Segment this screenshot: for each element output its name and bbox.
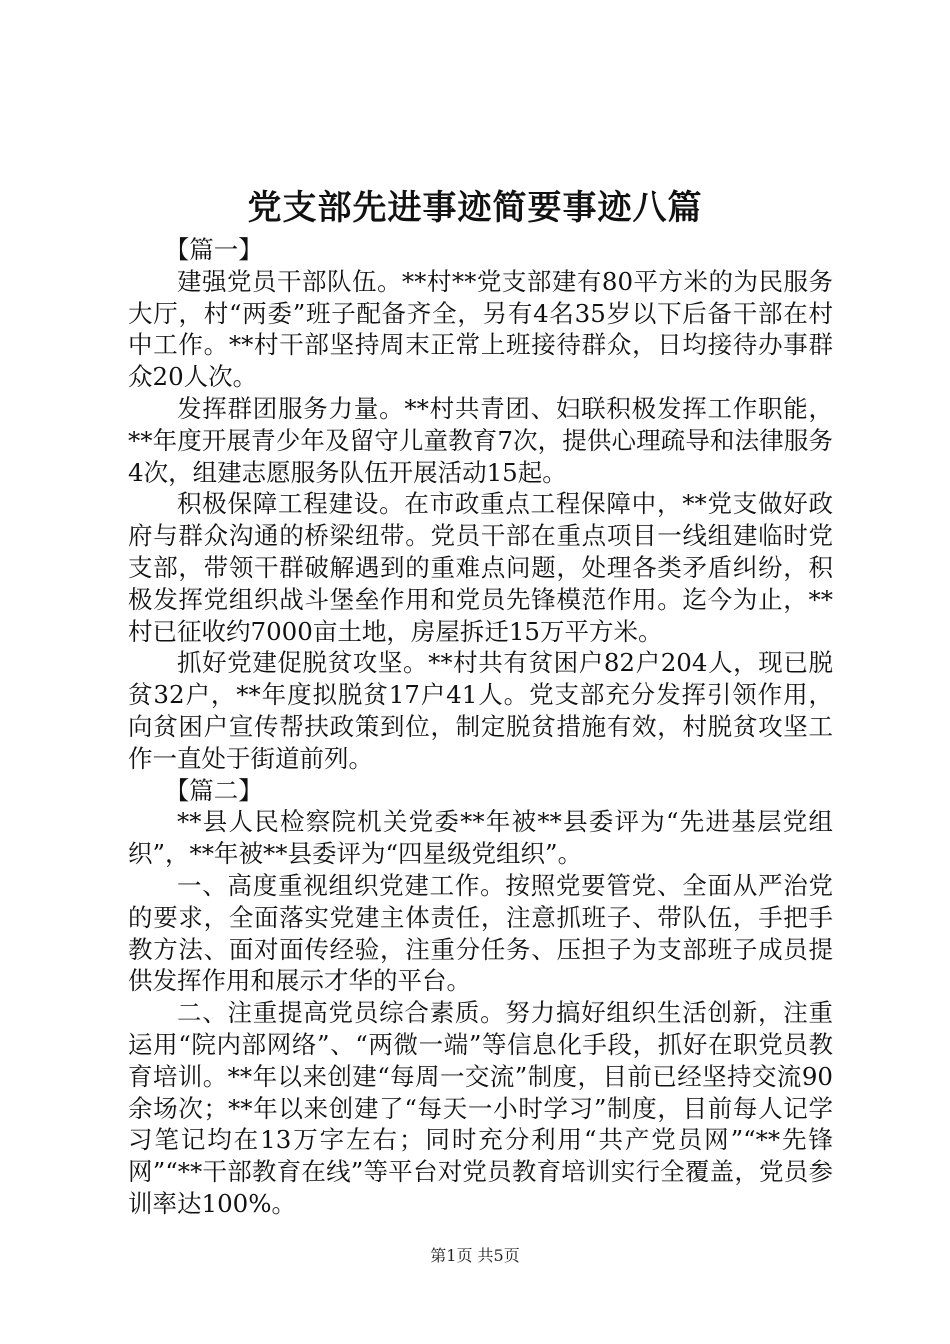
body-paragraph: 积极保障工程建设。在市政重点工程保障中，**党支做好政府与群众沟通的桥梁纽带。党员干部在重点项目一线组建临时党支部，带领干群破解遇到的重难点问题，处理各类矛盾纠纷，积极发挥党组织战斗堡垒作用和党员先锋模范作用。迄今为止，**村已征收约7000亩土地，房屋拆迁15万平方米。 (128, 489, 833, 646)
body-paragraph: 建强党员干部队伍。**村**党支部建有80平方米的为民服务大厅，村“两委”班子配备齐全，另有4名35岁以下后备干部在村中工作。**村干部坚持周末正常上班接待群众，日均接待办事群众20人次。 (128, 266, 833, 392)
body-paragraph: 抓好党建促脱贫攻坚。**村共有贫困户82户204人，现已脱贫32户，**年度拟脱贫17户41人。党支部充分发挥引领作用，向贫困户宣传帮扶政策到位，制定脱贫措施有效，村脱贫攻坚工作一直处于街道前列。 (128, 648, 833, 773)
section-heading: 【篇一】 (164, 235, 263, 264)
document-body (128, 234, 833, 1220)
section-heading: 【篇二】 (164, 775, 263, 805)
document-title: 党支部先进事迹简要事迹八篇 (247, 188, 703, 228)
body-paragraph: 二、注重提高党员综合素质。努力搞好组织生活创新，注重运用“院内部网络”、“两微一端”等信息化手段，抓好在职党员教育培训。**年以来创建“每周一交流”制度，目前已经坚持交流90余场次；**年以来创建了“每天一小时学习”制度，目前每人记学习笔记均在13万字左右；同时充分利用“共产党员网”“**先锋网”“**干部教育在线”等平台对党员教育培训实行全覆盖，党员参训率达100%。 (128, 998, 833, 1218)
body-paragraph: 一、高度重视组织党建工作。按照党要管党、全面从严治党的要求，全面落实党建主体责任，注意抓班子、带队伍，手把手教方法、面对面传经验，注重分任务、压担子为支部班子成员提供发挥作用和展示才华的平台。 (128, 870, 833, 996)
body-paragraph: 发挥群团服务力量。**村共青团、妇联积极发挥工作职能，**年度开展青少年及留守儿童教育7次，提供心理疏导和法律服务4次，组建志愿服务队伍开展活动15起。 (128, 393, 833, 487)
page-number-footer: 第1页 共5页 (430, 1246, 520, 1265)
body-paragraph: **县人民检察院机关党委**年被**县委评为“先进基层党组织”，**年被**县委评为“四星级党组织”。 (128, 807, 833, 869)
